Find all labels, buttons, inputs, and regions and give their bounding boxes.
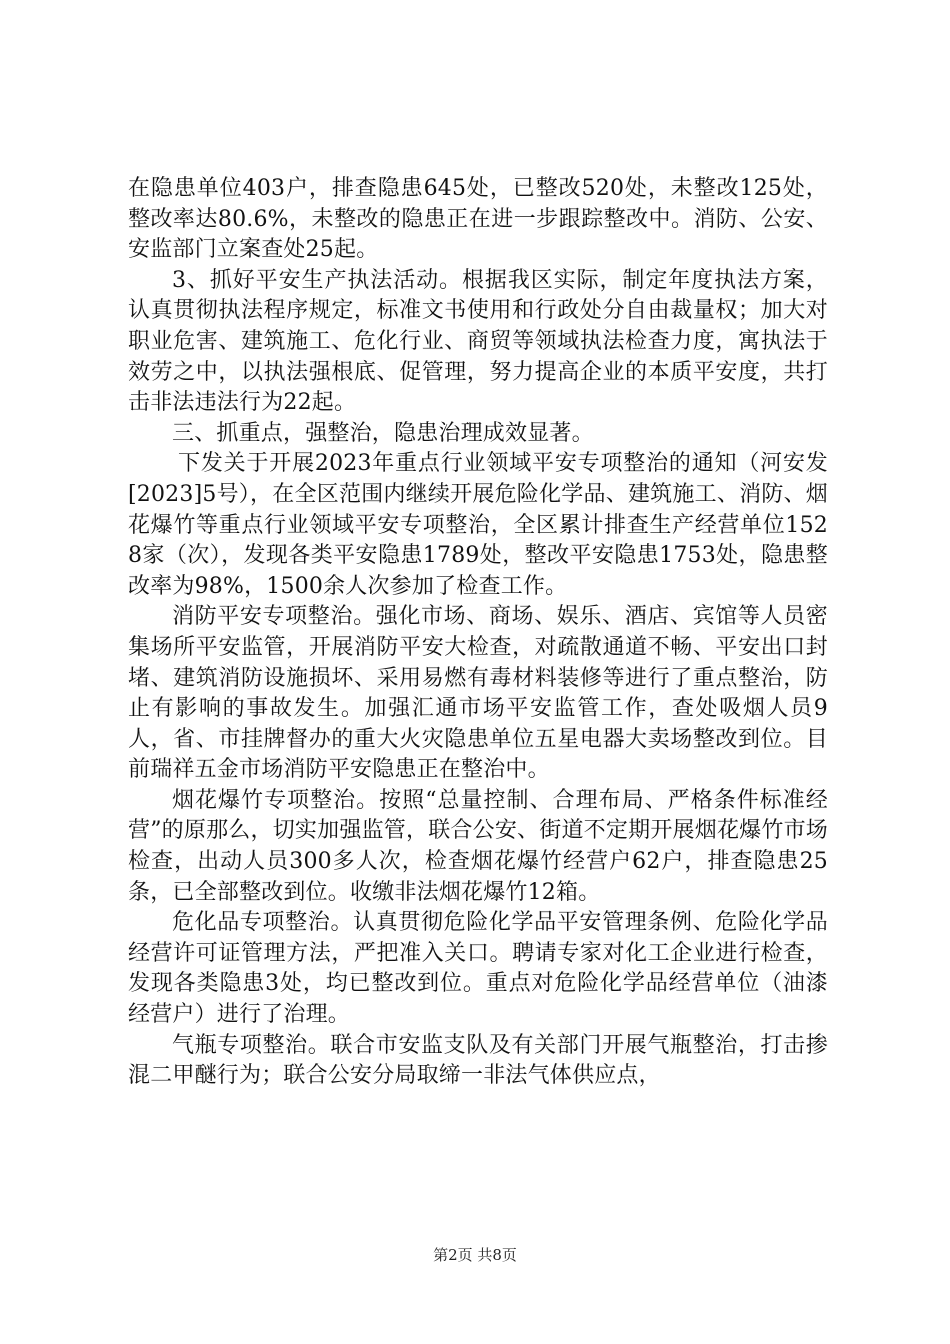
- paragraph-gas-cylinders: 气瓶专项整治。联合市安监支队及有关部门开展气瓶整治，打击掺混二甲醚行为；联合公安分局取缔一非法气体供应点，: [128, 1032, 828, 1089]
- page-footer: [0, 1244, 950, 1265]
- paragraph-special-rectification: 下发关于开展2023年重点行业领域平安专项整治的通知（河安发[2023]5号），在全区范围内继续开展危险化学品、建筑施工、消防、烟花爆竹等重点行业领域平安专项整治，全区累计排查生产经营单位1528家（次），发现各类平安隐患1789处，整改平安隐患1753处，隐患整改率为98%，1500余人次参加了检查工作。: [128, 451, 828, 599]
- paragraph-fire-safety: 消防平安专项整治。强化市场、商场、娱乐、酒店、宾馆等人员密集场所平安监管，开展消防平安大检查，对疏散通道不畅、平安出口封堵、建筑消防设施损坏、采用易燃有毒材料装修等进行了重点整治，防止有影响的事故发生。加强汇通市场平安监管工作，查处吸烟人员9人，省、市挂牌督办的重大火灾隐患单位五星电器大卖场整改到位。目前瑞祥五金市场消防平安隐患正在整治中。: [128, 604, 828, 783]
- paragraph-enforcement: 3、抓好平安生产执法活动。根据我区实际，制定年度执法方案，认真贯彻执法程序规定，标准文书使用和行政处分自由裁量权；加大对职业危害、建筑施工、危化行业、商贸等领域执法检查力度，寓执法于效劳之中，以执法强根底、促管理，努力提高企业的本质平安度，共打击非法违法行为22起。: [128, 267, 828, 416]
- paragraph-continuation: 在隐患单位403户，排查隐患645处，已整改520处，未整改125处，整改率达80.6%，未整改的隐患正在进一步跟踪整改中。消防、公安、安监部门立案查处25起。: [128, 176, 828, 263]
- paragraph-hazardous-chemicals: 危化品专项整治。认真贯彻危险化学品平安管理条例、危险化学品经营许可证管理方法，严把准入关口。聘请专家对化工企业进行检查，发现各类隐患3处，均已整改到位。重点对危险化学品经营单位（油漆经营户）进行了治理。: [128, 910, 828, 1028]
- paragraph-fireworks: 烟花爆竹专项整治。按照“总量控制、合理布局、严格条件标准经营”的原那么，切实加强监管，联合公安、街道不定期开展烟花爆竹市场检查，出动人员300多人次，检查烟花爆竹经营户62户，排查隐患25条，已全部整改到位。收缴非法烟花爆竹12箱。: [128, 787, 828, 905]
- body-text: [128, 174, 828, 1092]
- section-heading: 三、抓重点，强整治，隐患治理成效显著。: [172, 420, 594, 446]
- page-number-label: 第2页 共8页: [433, 1246, 517, 1264]
